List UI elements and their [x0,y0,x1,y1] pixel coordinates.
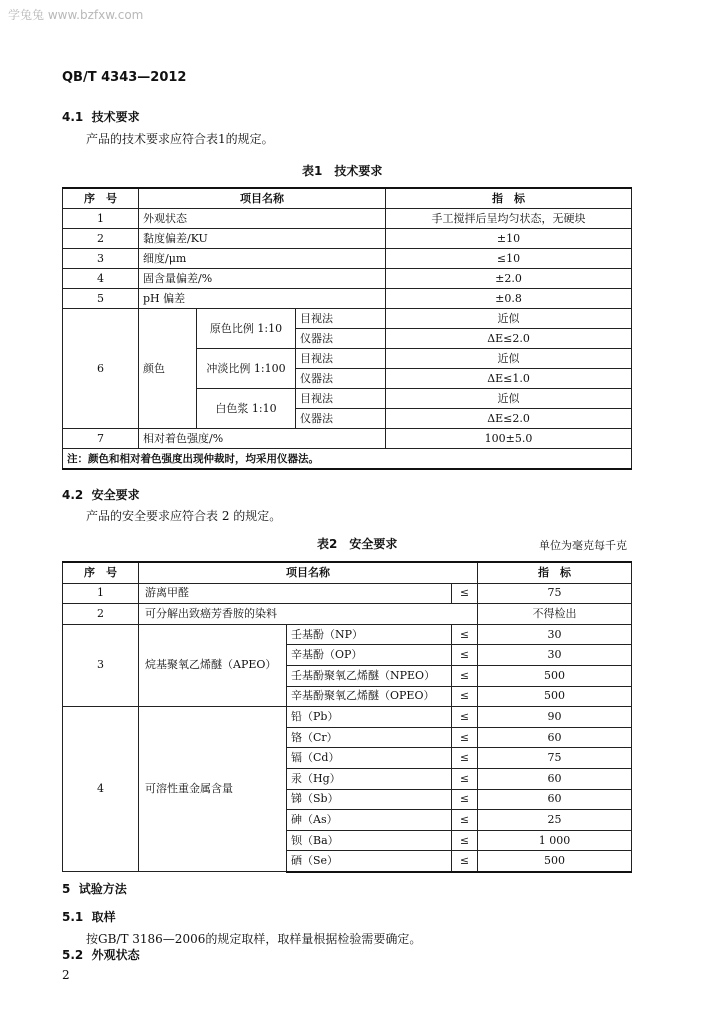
table-row [63,289,632,309]
method-label: 目视法 [296,349,386,369]
method-label: 目视法 [296,309,386,329]
row-seq: 7 [63,429,139,449]
row-item: 细度/μm [139,249,386,269]
row-value: 近似 [386,389,632,409]
row-value: 1 000 [478,830,632,851]
row-seq: 1 [63,209,139,229]
table-row [63,309,632,329]
sub-item: 钡（Ba） [287,830,452,851]
table-row [63,429,632,449]
row-value: 500 [478,851,632,872]
le-symbol: ≤ [452,665,478,686]
row-value: 近似 [386,309,632,329]
section-title: 安全要求 [91,488,140,502]
section-5-2-heading [62,946,140,963]
table-row [63,229,632,249]
header-item: 项目名称 [139,562,478,583]
row-value: 30 [478,624,632,645]
row-item: 黏度偏差/KU [139,229,386,249]
row-value: 90 [478,707,632,728]
row-value: ΔE≤2.0 [386,329,632,349]
row-item: pH 偏差 [139,289,386,309]
section-title: 取样 [91,910,116,924]
le-symbol: ≤ [452,830,478,851]
section-number: 5.1 [62,910,84,924]
le-symbol: ≤ [452,624,478,645]
row-item: 相对着色强度/% [139,429,386,449]
table-row [63,707,632,728]
row-item: 可溶性重金属含量 [139,707,287,872]
header-seq: 序 号 [63,188,139,209]
row-value: ≤10 [386,249,632,269]
table-header-row [63,562,632,583]
table2-unit: 单位为毫克每千克 [539,539,627,552]
section-title: 试验方法 [78,882,127,896]
watermark: 学兔兔 www.bzfxw.com [8,8,144,22]
le-symbol: ≤ [452,583,478,604]
row-value: 100±5.0 [386,429,632,449]
row-item: 可分解出致癌芳香胺的染料 [139,604,478,625]
header-seq: 序 号 [63,562,139,583]
method-label: 仪器法 [296,329,386,349]
row-value: 75 [478,583,632,604]
sub-item: 铅（Pb） [287,707,452,728]
section-title: 外观状态 [91,948,140,962]
le-symbol: ≤ [452,727,478,748]
table-row [63,249,632,269]
row-seq: 6 [63,309,139,429]
sub-item: 壬基酚聚氧乙烯醚（NPEO） [287,665,452,686]
le-symbol: ≤ [452,707,478,728]
row-item: 颜色 [139,309,197,429]
section-title: 技术要求 [91,110,140,124]
table-row [63,583,632,604]
row-seq: 1 [63,583,139,604]
method-label: 仪器法 [296,369,386,389]
sub-item: 硒（Se） [287,851,452,872]
section-number: 5 [62,882,71,896]
sub-item: 汞（Hg） [287,768,452,789]
table2-caption: 表2 安全要求 [317,537,398,551]
page-number: 2 [62,968,70,982]
sub-item: 壬基酚（NP） [287,624,452,645]
row-item: 固含量偏差/% [139,269,386,289]
header-index: 指 标 [478,562,632,583]
le-symbol: ≤ [452,851,478,872]
method-label: 目视法 [296,389,386,409]
row-value: ΔE≤2.0 [386,409,632,429]
table-row [63,604,632,625]
table-header-row [63,188,632,209]
row-value: ±0.8 [386,289,632,309]
row-seq: 3 [63,624,139,706]
row-seq: 5 [63,289,139,309]
le-symbol: ≤ [452,810,478,831]
table-row [63,209,632,229]
color-group-name: 原色比例 1:10 [197,309,296,349]
row-item: 烷基聚氧乙烯醚（APEO） [139,624,287,706]
section-5-heading [62,880,127,897]
row-value: ±2.0 [386,269,632,289]
section-number: 4.2 [62,488,84,502]
row-value: ±10 [386,229,632,249]
section-5-1-heading [62,908,116,925]
section-4-2-text: 产品的安全要求应符合表 2 的规定。 [86,509,282,523]
row-value: 60 [478,727,632,748]
sub-item: 辛基酚（OP） [287,645,452,666]
section-5-1-text: 按GB/T 3186—2006的规定取样，取样量根据检验需要确定。 [86,932,422,946]
row-value: 手工搅拌后呈均匀状态，无硬块 [386,209,632,229]
color-group-name: 冲淡比例 1:100 [197,349,296,389]
row-value: ΔE≤1.0 [386,369,632,389]
table-note: 注：颜色和相对着色强度出现仲裁时，均采用仪器法。 [63,449,632,470]
color-group-name: 白色浆 1:10 [197,389,296,429]
table1-caption: 表1 技术要求 [302,164,383,178]
sub-item: 锑（Sb） [287,789,452,810]
table-row [63,624,632,645]
le-symbol: ≤ [452,789,478,810]
row-value: 30 [478,645,632,666]
le-symbol: ≤ [452,686,478,707]
method-label: 仪器法 [296,409,386,429]
row-item: 外观状态 [139,209,386,229]
section-4-1-text: 产品的技术要求应符合表1的规定。 [86,132,274,146]
safety-requirements-table [62,561,632,873]
sub-item: 辛基酚聚氧乙烯醚（OPEO） [287,686,452,707]
table-note-row [63,449,632,470]
row-value: 75 [478,748,632,769]
le-symbol: ≤ [452,748,478,769]
row-value: 500 [478,686,632,707]
le-symbol: ≤ [452,768,478,789]
row-value: 不得检出 [478,604,632,625]
le-symbol: ≤ [452,645,478,666]
row-item: 游离甲醛 [139,583,452,604]
row-seq: 4 [63,269,139,289]
section-4-2-heading [62,486,140,503]
header-index: 指 标 [386,188,632,209]
row-seq: 2 [63,604,139,625]
row-value: 25 [478,810,632,831]
section-number: 4.1 [62,110,84,124]
table-row [63,269,632,289]
section-4-1-heading [62,108,140,125]
row-seq: 3 [63,249,139,269]
row-seq: 4 [63,707,139,872]
row-value: 60 [478,789,632,810]
section-number: 5.2 [62,948,84,962]
technical-requirements-table [62,187,632,470]
row-seq: 2 [63,229,139,249]
standard-code: QB/T 4343—2012 [62,70,187,85]
header-item: 项目名称 [139,188,386,209]
sub-item: 铬（Cr） [287,727,452,748]
sub-item: 砷（As） [287,810,452,831]
row-value: 500 [478,665,632,686]
sub-item: 镉（Cd） [287,748,452,769]
row-value: 近似 [386,349,632,369]
row-value: 60 [478,768,632,789]
